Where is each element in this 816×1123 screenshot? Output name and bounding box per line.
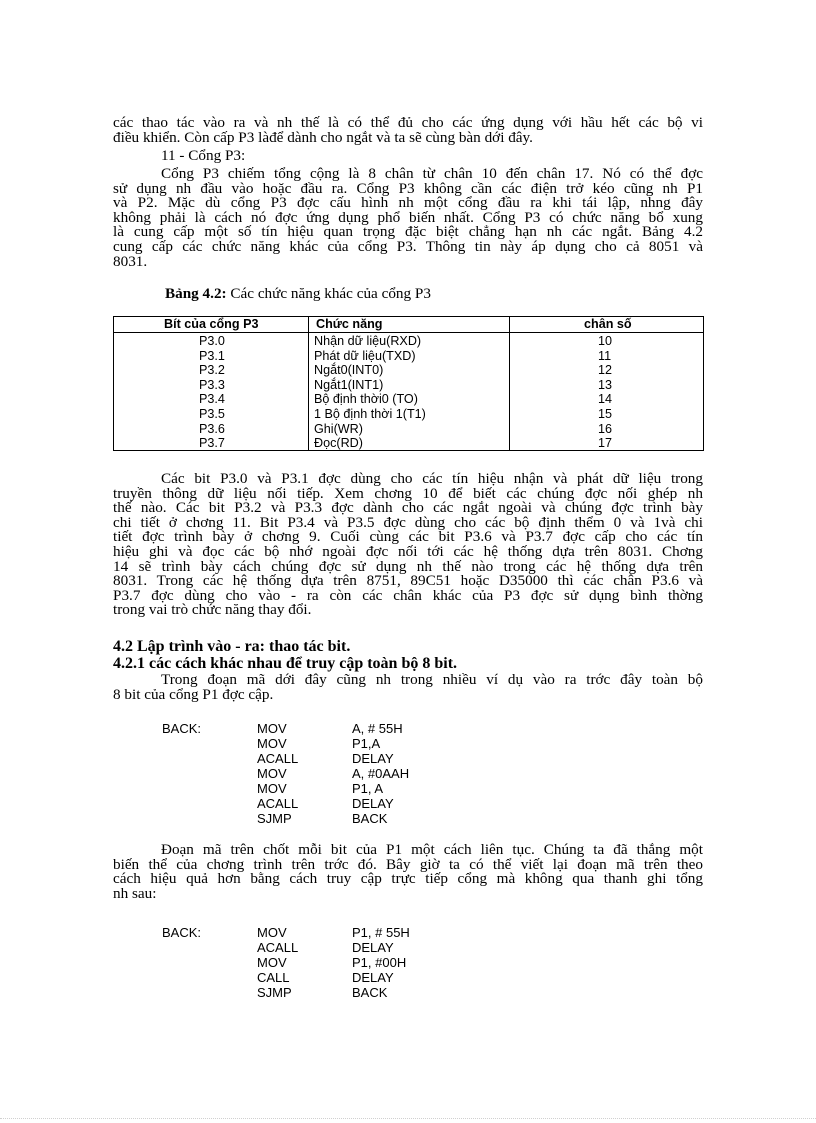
section-title-port3: 11 - Cổng P3: (161, 147, 246, 164)
heading-4-2: 4.2 Lập trình vào - ra: thao tác bit. (113, 638, 351, 655)
code-operand: A, # 55H (352, 721, 403, 736)
code-operand: BACK (352, 811, 388, 826)
table-cell-bit: P3.5 (199, 407, 225, 421)
table-cell-bit: P3.0 (199, 334, 225, 348)
table-cell-bit: P3.1 (199, 348, 225, 363)
table-cell-pin: 10 (598, 334, 613, 348)
table-caption-text: Các chức năng khác của cổng P3 (230, 285, 431, 302)
table-cell-bit: P3.4 (199, 392, 225, 407)
table-cell-function: Bộ định thời0 (TO) (314, 392, 418, 407)
table-header-function: Chức năng (316, 317, 383, 331)
table-header-pin: chân số (584, 317, 632, 331)
text-line: cung cấp các chức năng khác của cổng P3. Thông tin này áp dụng cho cả 8051 và (113, 237, 703, 255)
text-line: Các bit P3.0 và P3.1 đợc dùng cho các tín hiệu nhận và phát dữ liệu trong (161, 470, 703, 487)
table-cell-bit: P3.7 (199, 436, 225, 451)
code-operand: P1, A (352, 781, 384, 796)
text-line: Cổng P3 chiếm tổng cộng là 8 chân từ chân 10 đến chân 17. Nó có thể đợc (161, 165, 703, 182)
text-line: điều khiển. Còn cấp P3 làđể dành cho ngắt và ta sẽ cùng bàn dới đây. (113, 128, 533, 146)
code-opcode: MOV (257, 955, 287, 970)
table-cell-bit: P3.6 (199, 421, 225, 436)
paragraph-loop-intro (113, 673, 703, 702)
code-label: BACK: (162, 721, 202, 736)
text-line: biến thể của chơng trình trên trớc đó. Bây giờ ta có thể viết lại đoạn mã trên theo (113, 855, 703, 873)
paragraph-intro (113, 116, 703, 145)
page-bottom-border (0, 1118, 816, 1119)
code-opcode: MOV (257, 736, 287, 751)
code-label: BACK: (162, 925, 202, 940)
paragraph-toggle (113, 843, 703, 901)
text-line: cách hiệu quả hơn bằng cách truy cập trực tiếp cổng mà không qua thanh ghi tổng (113, 870, 703, 888)
table-cell-function: Phát dữ liệu(TXD) (314, 348, 416, 363)
text-line: trong vai trò chức năng thay đổi. (113, 601, 312, 619)
code-opcode: MOV (257, 925, 287, 940)
code-opcode: CALL (257, 970, 290, 985)
text-line: Trong đoạn mã dới đây cũng nh trong nhiều ví dụ vào ra trớc đây toàn bộ (161, 671, 703, 688)
code-operand: P1, #00H (352, 955, 407, 970)
paragraph-p3-bits (113, 472, 703, 618)
table-cell-function: Ngắt0(INT0) (314, 363, 384, 378)
table-cell-function: Ghi(WR) (314, 421, 363, 436)
text-line: chi tiết ở chơng 11. Bit P3.4 và P3.5 đợc dùng cho các bộ định thểm 0 và 1và chi (113, 513, 703, 531)
code-opcode: MOV (257, 721, 287, 736)
code-opcode: ACALL (257, 751, 299, 766)
table-header-row (114, 317, 703, 333)
paragraph-port3 (113, 167, 703, 269)
table-cell-pin: 13 (598, 377, 613, 392)
table-cell-pin: 17 (598, 436, 613, 451)
code-operand: DELAY (352, 796, 394, 811)
text-line: không phải là cách nó đợc ứng dụng phổ biến nhất. Cổng P3 có chức năng bổ xung (113, 208, 703, 226)
text-line: tiết đợc trình bày ở chơng 9. Cuối cùng các bit P3.6 và P3.7 đợc cấp cho các tín (113, 528, 703, 546)
table-cell-bit: P3.3 (199, 377, 225, 392)
table-caption-label: Bảng 4.2: (165, 285, 227, 302)
table-divider (308, 317, 309, 450)
table-cell-function: 1 Bộ định thời 1(T1) (314, 407, 426, 421)
table-cell-pin: 14 (598, 392, 613, 407)
code-operand: DELAY (352, 940, 394, 955)
code-operand: A, #0AAH (352, 766, 410, 781)
text-line: 8031. Trong các hệ thống dựa trên 8751, 89C51 hoặc D35000 thì các chân P3.6 và (113, 572, 703, 590)
code-opcode: ACALL (257, 940, 299, 955)
text-line: hiệu ghi và đọc các bộ nhớ ngoài đợc nối tới các hệ thống dựa trên 8031. Chơng (113, 542, 703, 560)
text-line: 14 sẽ trình bày cách chúng đợc sử dụng nh thế nào trong các hệ thống dựa trên (113, 557, 703, 575)
table-cell-pin: 15 (598, 407, 613, 421)
code-operand: DELAY (352, 970, 394, 985)
table-cell-bit: P3.2 (199, 363, 225, 378)
table-header-bit: Bít của cổng P3 (164, 317, 259, 331)
port3-function-table (113, 316, 704, 451)
heading-4-2-1: 4.2.1 các cách khác nhau để truy cập toàn bộ 8 bit. (113, 655, 458, 672)
code-opcode: ACALL (257, 796, 299, 811)
table-cell-pin: 11 (598, 348, 612, 363)
code-opcode: SJMP (257, 811, 292, 826)
table-cell-function: Ngắt1(INT1) (314, 377, 384, 392)
text-line: nh sau: (113, 884, 157, 902)
table-cell-function: Nhận dữ liệu(RXD) (314, 334, 422, 348)
code-operand: P1,A (352, 736, 381, 751)
table-cell-pin: 12 (598, 363, 613, 378)
text-line: 8031. (113, 252, 148, 270)
text-line: truyền thông dữ liệu nối tiếp. Xem chơng 10 để biết các chúng đợc nối ghép nh (113, 484, 703, 502)
text-line: là cung cấp một số tín hiệu quan trọng đặc biệt chẳng hạn nh các ngắt. Bảng 4.2 (113, 223, 703, 241)
code-operand: BACK (352, 985, 388, 1000)
code-opcode: MOV (257, 766, 287, 781)
table-cell-pin: 16 (598, 421, 613, 436)
text-line: thế nào. Các bit P3.2 và P3.3 đợc dành cho các ngắt ngoài và chúng đợc trình bày (113, 499, 703, 517)
text-line: các thao tác vào ra và nh thế là có thể đủ cho các ứng dụng với hầu hết các bộ vi (113, 114, 703, 131)
text-line: P3.7 đợc dùng cho vào - ra còn các chân khác của P3 đợc sử dụng bình thờng (113, 586, 703, 604)
text-line: và P2. Mặc dù cổng P3 đợc cấu hình nh một cổng đầu ra khi tái lập, nhng đây (113, 194, 703, 212)
text-line: Đoạn mã trên chốt mỗi bit của P1 một cách liên tục. Chúng ta đã thắng một (161, 841, 703, 858)
text-line: 8 bit của cổng P1 đợc cập. (113, 685, 274, 703)
code-operand: P1, # 55H (352, 925, 410, 940)
table-cell-function: Đọc(RD) (314, 436, 363, 451)
code-operand: DELAY (352, 751, 394, 766)
table-divider (509, 317, 510, 450)
table-caption (165, 286, 431, 301)
code-opcode: MOV (257, 781, 287, 796)
text-line: sử dụng nh đầu vào hoặc đầu ra. Cổng P3 không cần các điện trở kéo cũng nh P1 (113, 179, 703, 197)
code-opcode: SJMP (257, 985, 292, 1000)
